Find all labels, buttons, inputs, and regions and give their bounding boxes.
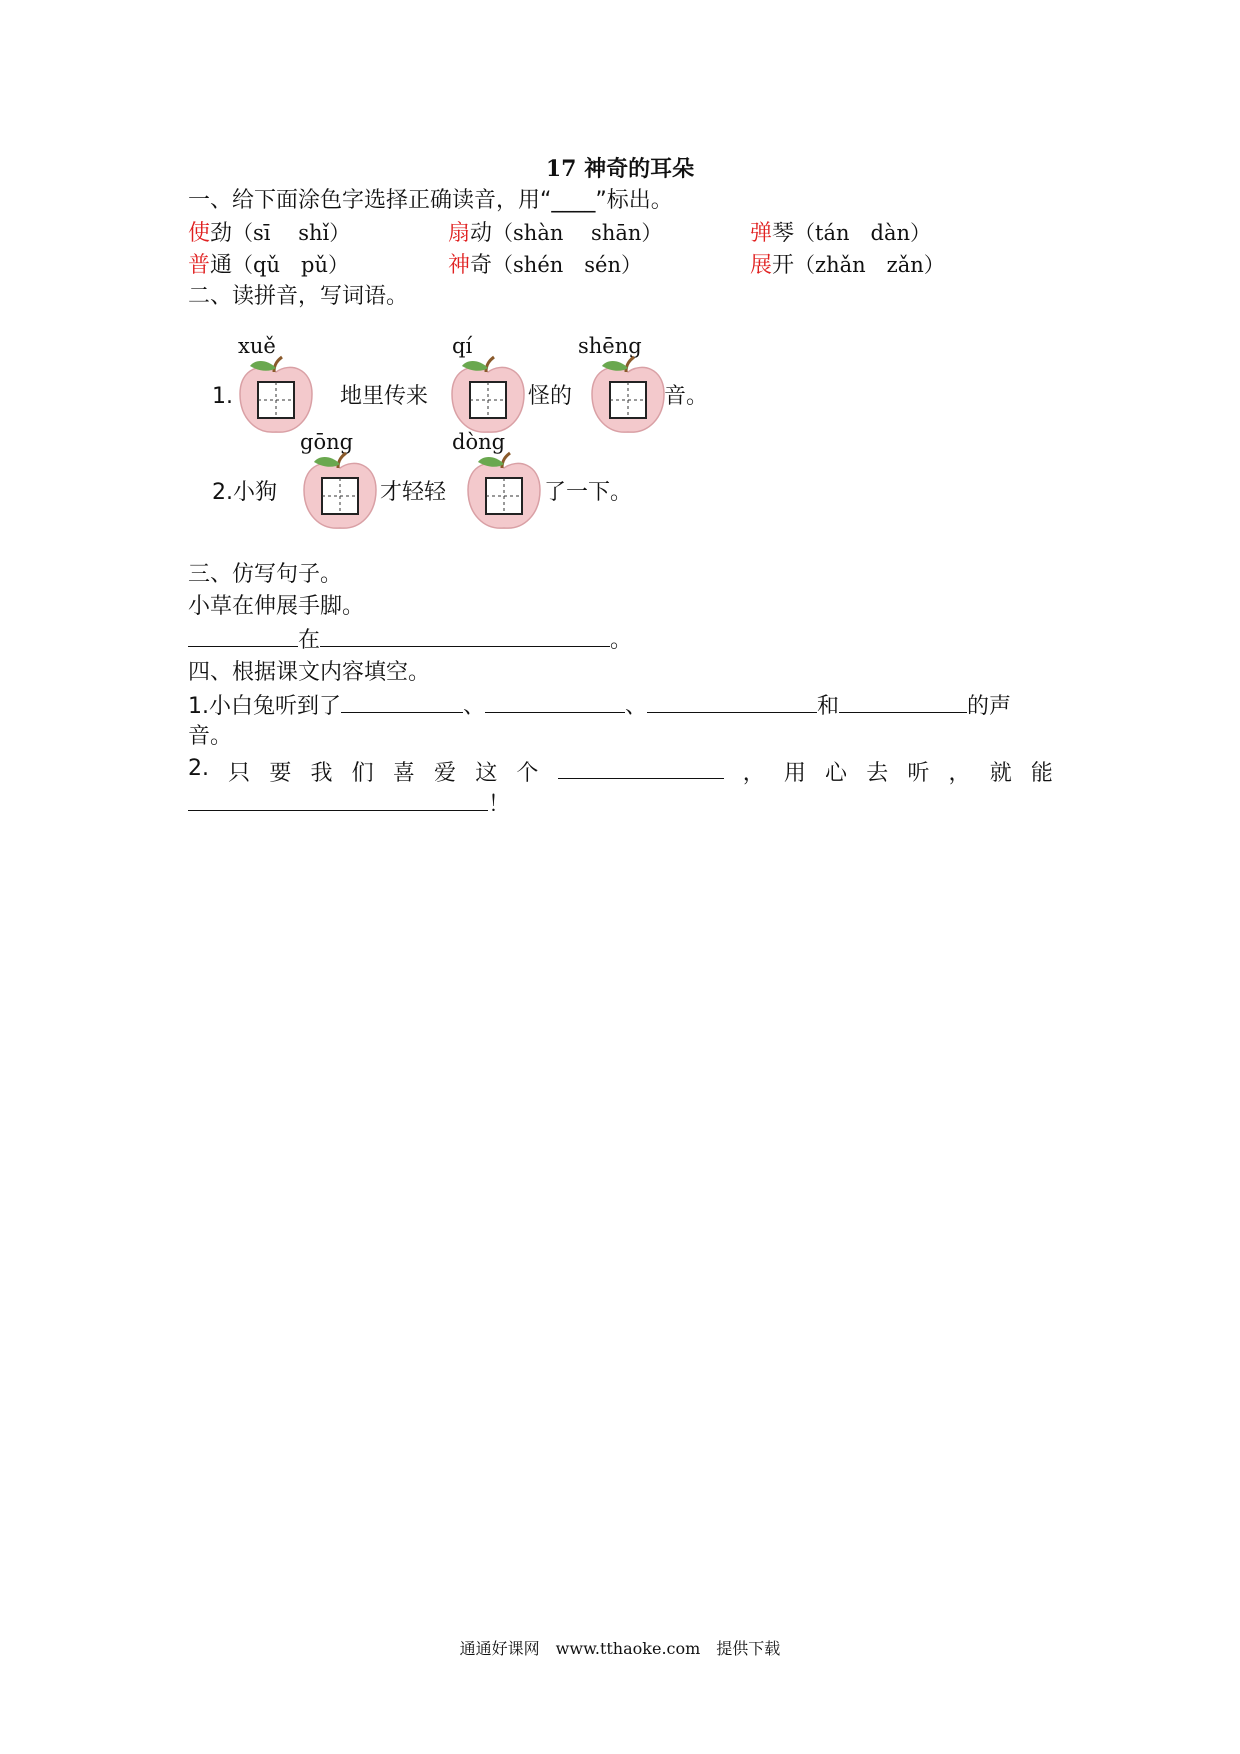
apple-writing-box[interactable] — [586, 354, 670, 438]
fill-question-2-cont: ！ — [188, 788, 510, 820]
pinyin-label: dòng — [452, 430, 506, 454]
blank-line[interactable] — [647, 690, 817, 713]
apple-writing-box[interactable] — [462, 450, 546, 534]
pinyin-label: shēng — [578, 334, 642, 358]
fill-question-1-cont: 音。 — [188, 724, 233, 749]
blank-line[interactable] — [341, 690, 463, 713]
pinyin-item: 普通（qǔ pǔ） — [188, 253, 349, 278]
fill-question-1: 1.小白兔听到了 、 、 和 的声 — [188, 690, 1011, 722]
pinyin-item: 扇动（shàn shān） — [448, 221, 663, 246]
page-title: 17 神奇的耳朵 — [545, 156, 695, 182]
blank-line[interactable] — [485, 690, 625, 713]
pinyin-item: 弹琴（tán dàn） — [750, 221, 932, 246]
blank-line[interactable] — [188, 788, 488, 811]
question-number: 2.小狗 — [212, 480, 277, 505]
question-number: 1. — [212, 384, 233, 409]
pinyin-item: 神奇（shén sén） — [448, 253, 643, 278]
sentence-text: 音。 — [664, 384, 709, 409]
sentence-text: 地里传来 — [340, 384, 429, 409]
pinyin-label: gōng — [300, 430, 354, 454]
section1-heading: 一、给下面涂色字选择正确读音，用“____”标出。 — [188, 188, 673, 213]
sentence-text: 怪的 — [528, 384, 573, 409]
blank-line[interactable] — [188, 624, 298, 647]
imitation-fill-line: 在 。 — [188, 624, 632, 656]
apple-writing-box[interactable] — [298, 450, 382, 534]
apple-writing-box[interactable] — [234, 354, 318, 438]
blank-line[interactable] — [558, 756, 724, 779]
pinyin-item: 展开（zhǎn zǎn） — [750, 253, 945, 278]
pinyin-label: qí — [452, 334, 473, 358]
pinyin-label: xuě — [238, 334, 276, 358]
section2-heading: 二、读拼音，写词语。 — [188, 284, 409, 309]
section4-heading: 四、根据课文内容填空。 — [188, 660, 431, 685]
example-sentence: 小草在伸展手脚。 — [188, 594, 365, 619]
blank-line[interactable] — [839, 690, 967, 713]
blank-line[interactable] — [320, 624, 610, 647]
pinyin-item: 使劲（sī shǐ） — [188, 221, 351, 246]
apple-writing-box[interactable] — [446, 354, 530, 438]
footer-credit: 通通好课网 www.tthaoke.com 提供下载 — [459, 1639, 781, 1658]
section3-heading: 三、仿写句子。 — [188, 562, 343, 587]
sentence-text: 了一下。 — [544, 480, 633, 505]
sentence-text: 才轻轻 — [380, 480, 447, 505]
fill-question-2: 2. 只 要 我 们 喜 爱 这 个 ， 用 心 去 听 ， 就 能 — [188, 756, 1053, 786]
